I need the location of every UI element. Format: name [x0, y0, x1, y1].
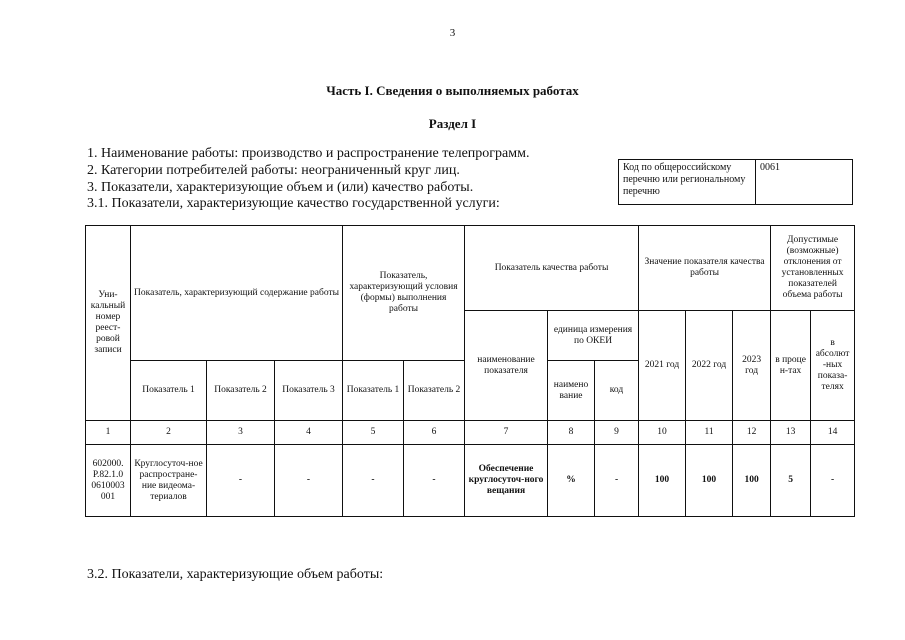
column-number: 10 — [639, 421, 686, 445]
header-indicator-name: наименование показателя — [465, 311, 548, 421]
header-conditions-indicator: Показатель, характеризующий условия (формы) выполнения работы — [343, 226, 465, 361]
row-content-indicator-3: - — [275, 445, 343, 517]
header-year-2021: 2021 год — [639, 311, 686, 421]
header-unit-name: наимено вание — [548, 361, 595, 421]
header-in-percent: в проце н-тах — [771, 311, 811, 421]
row-conditions-indicator-2: - — [404, 445, 465, 517]
registry-code-value: 0061 — [760, 162, 780, 173]
part-title: Часть I. Сведения о выполняемых работах — [326, 83, 579, 98]
row-value-2023: 100 — [733, 445, 771, 517]
quality-indicators-table — [85, 225, 855, 517]
column-number: 3 — [207, 421, 275, 445]
table-row — [86, 445, 855, 517]
row-deviation-percent: 5 — [771, 445, 811, 517]
row-unit-code: - — [595, 445, 639, 517]
header-deviations: Допустимые (возможные) отклонения от установленных показателей объема работы — [771, 226, 855, 311]
column-number: 2 — [131, 421, 207, 445]
registry-code-box — [618, 159, 853, 205]
header-in-absolute: в абсолют -ных показа-телях — [811, 311, 855, 421]
column-number: 1 — [86, 421, 131, 445]
row-indicator-name: Обеспечение круглосуточ-ного вещания — [465, 445, 548, 517]
indicators-line: 3. Показатели, характеризующие объем и (или) качество работы. — [87, 180, 474, 195]
header-content-indicator-1: Показатель 1 — [131, 361, 207, 421]
row-unique-number: 602000. Р.82.1.0 0610003 001 — [86, 445, 131, 517]
column-number: 6 — [404, 421, 465, 445]
page-number: 3 — [449, 27, 456, 39]
column-number: 7 — [465, 421, 548, 445]
consumer-category-line: 2. Категории потребителей работы: неограниченный круг лиц. — [87, 163, 460, 178]
volume-indicators-line: 3.2. Показатели, характеризующие объем работы: — [87, 567, 384, 582]
column-number: 5 — [343, 421, 404, 445]
header-unique-number: Уни-кальный номер реест-ровой записи — [86, 226, 131, 421]
column-number: 14 — [811, 421, 855, 445]
column-number: 8 — [548, 421, 595, 445]
column-number-row — [86, 421, 855, 445]
header-unit-code: код — [595, 361, 639, 421]
section-title: Раздел I — [428, 116, 477, 131]
row-unit-name: % — [548, 445, 595, 517]
header-quality-indicator: Показатель качества работы — [465, 226, 639, 311]
row-deviation-absolute: - — [811, 445, 855, 517]
row-content-indicator-1: Круглосуточ-ное распростране-ние видеома-териалов — [131, 445, 207, 517]
header-year-2022: 2022 год — [686, 311, 733, 421]
column-number: 12 — [733, 421, 771, 445]
column-number: 13 — [771, 421, 811, 445]
header-unit: единица измерения по ОКЕИ — [548, 311, 639, 361]
header-content-indicator-3: Показатель 3 — [275, 361, 343, 421]
work-name-line: 1. Наименование работы: производство и распространение телепрограмм. — [87, 146, 530, 161]
row-content-indicator-2: - — [207, 445, 275, 517]
quality-indicators-line: 3.1. Показатели, характеризующие качество государственной услуги: — [87, 196, 500, 211]
header-value-indicator: Значение показателя качества работы — [639, 226, 771, 311]
header-content-indicator: Показатель, характеризующий содержание работы — [131, 226, 343, 361]
header-content-indicator-2: Показатель 2 — [207, 361, 275, 421]
row-value-2022: 100 — [686, 445, 733, 517]
column-number: 9 — [595, 421, 639, 445]
header-conditions-indicator-2: Показатель 2 — [404, 361, 465, 421]
registry-code-label: Код по общероссийскому перечню или региональному перечню — [619, 160, 756, 204]
header-conditions-indicator-1: Показатель 1 — [343, 361, 404, 421]
header-year-2023: 2023 год — [733, 311, 771, 421]
column-number: 4 — [275, 421, 343, 445]
column-number: 11 — [686, 421, 733, 445]
row-conditions-indicator-1: - — [343, 445, 404, 517]
row-value-2021: 100 — [639, 445, 686, 517]
